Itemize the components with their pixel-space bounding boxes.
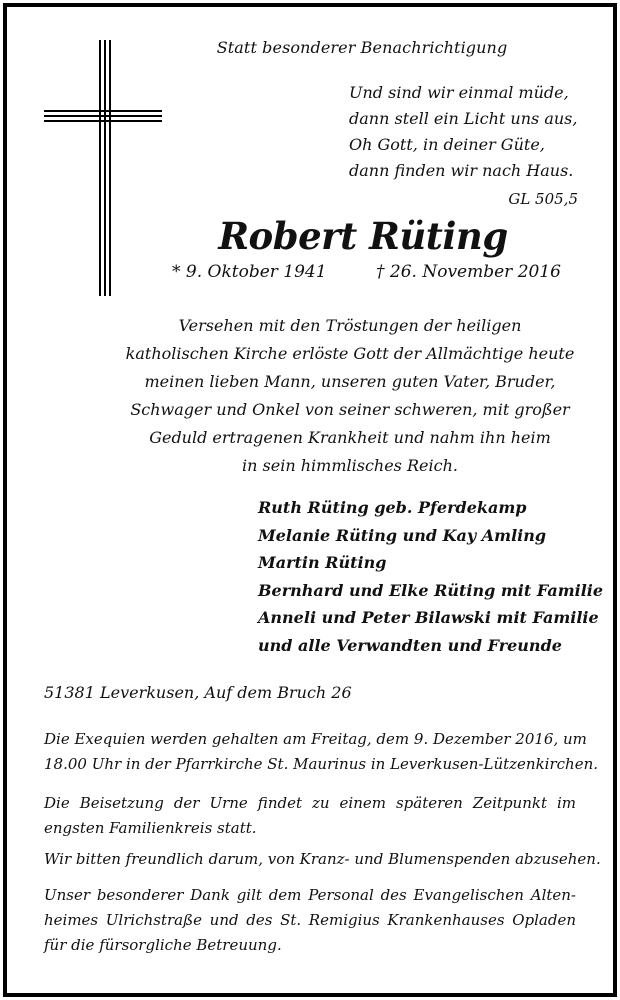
poem-line: Oh Gott, in deiner Güte, (349, 135, 545, 154)
thanks-info (44, 883, 576, 958)
obituary-message (40, 312, 620, 480)
poem-line: dann stell ein Licht uns aus, (349, 109, 578, 128)
info-line: 18.00 Uhr in der Pfarrkirche St. Maurinus in Leverkusen-Lützenkirchen. (44, 755, 598, 773)
death-date: † 26. November 2016 (376, 262, 561, 282)
mourner: Bernhard und Elke Rüting mit Familie (258, 580, 604, 600)
message-line: Versehen mit den Tröstungen der heiligen (178, 316, 522, 335)
info-line: engsten Familienkreis statt. (44, 819, 257, 837)
message-line: Schwager und Onkel von seiner schweren, mit großer (130, 400, 570, 419)
poem-reference: GL 505,5 (508, 190, 578, 208)
message-line: katholischen Kirche erlöste Gott der Allmächtige heute (125, 344, 575, 363)
family-address: 51381 Leverkusen, Auf dem Bruch 26 (44, 683, 352, 702)
info-line: für die fürsorgliche Betreuung. (44, 936, 282, 954)
info-line: Wir bitten freundlich darum, von Kranz- und Blumenspenden abzusehen. (44, 850, 601, 868)
mourner: Melanie Rüting und Kay Amling (258, 525, 547, 545)
mourner: Ruth Rüting geb. Pferdekamp (258, 498, 527, 517)
birth-date: * 9. Oktober 1941 (172, 262, 327, 282)
burial-info (44, 791, 576, 841)
notice-heading: Statt besonderer Benachrichtigung (216, 38, 508, 57)
flowers-info (44, 847, 601, 872)
mourner: Anneli und Peter Bilawski mit Familie (258, 608, 599, 627)
poem-line: dann finden wir nach Haus. (349, 161, 574, 180)
message-line: meinen lieben Mann, unseren guten Vater, Bruder, (144, 372, 556, 391)
message-line: Geduld ertragenen Krankheit und nahm ihn heim (149, 428, 551, 447)
message-line: in sein himmlisches Reich. (242, 456, 458, 475)
info-line: Die Exequien werden gehalten am Freitag, dem 9. Dezember 2016, um (44, 730, 587, 748)
deceased-name: Robert Rüting (218, 214, 508, 258)
info-line: heimes Ulrichstraße und des St. Remigius Krankenhauses Opladen (44, 911, 576, 929)
mourner: und alle Verwandten und Freunde (258, 635, 562, 655)
info-line: Unser besonderer Dank gilt dem Personal des Evangelischen Alten- (44, 886, 576, 904)
info-line: Die Beisetzung der Urne findet zu einem späteren Zeitpunkt im (44, 794, 576, 812)
mourner: Martin Rüting (258, 553, 387, 572)
poem-line: Und sind wir einmal müde, (349, 83, 569, 102)
poem (349, 80, 577, 184)
mourners-list (258, 494, 603, 659)
exequies-info (44, 727, 598, 777)
